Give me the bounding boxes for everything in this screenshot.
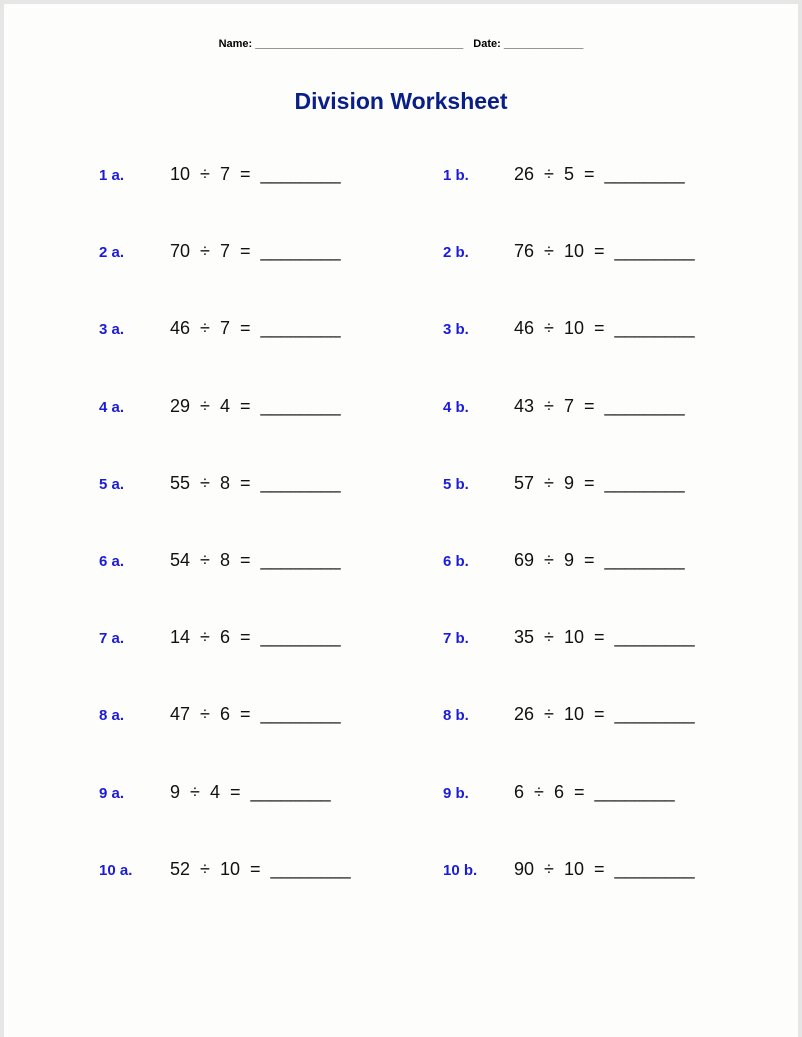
dividend: 70 (170, 241, 191, 261)
divide-sign: ÷ (544, 164, 554, 184)
problem-expression (514, 627, 695, 648)
dividend: 9 (170, 782, 181, 802)
problem-expression (170, 164, 341, 185)
problem-number: 2 b. (443, 244, 469, 261)
divide-sign: ÷ (544, 627, 554, 647)
problem-expression (170, 318, 341, 339)
divide-sign: ÷ (190, 782, 200, 802)
equals-sign: = (239, 241, 251, 261)
dividend: 10 (170, 164, 191, 184)
divisor: 6 (219, 704, 230, 724)
problem-expression (170, 782, 331, 803)
dividend: 57 (514, 473, 535, 493)
dividend: 14 (170, 627, 191, 647)
problem-number: 3 a. (99, 321, 125, 338)
dividend: 76 (514, 241, 535, 261)
divisor: 8 (219, 473, 230, 493)
divisor: 10 (563, 318, 584, 338)
divisor: 6 (219, 627, 230, 647)
divide-sign: ÷ (544, 241, 554, 261)
divide-sign: ÷ (200, 396, 210, 416)
divisor: 6 (553, 782, 564, 802)
problem-expression (170, 550, 341, 571)
dividend: 52 (170, 859, 191, 879)
equals-sign: = (583, 473, 595, 493)
problem-expression (514, 473, 685, 494)
name-label: Name: (218, 38, 253, 50)
divide-sign: ÷ (200, 704, 210, 724)
answer-blank: ________ (260, 550, 341, 570)
problem-expression (514, 859, 695, 880)
answer-blank: ________ (270, 859, 351, 879)
divisor: 4 (209, 782, 220, 802)
divide-sign: ÷ (544, 859, 554, 879)
dividend: 35 (514, 627, 535, 647)
divisor: 7 (219, 164, 230, 184)
problem-expression (514, 550, 685, 571)
problem-number: 1 a. (99, 167, 125, 184)
divide-sign: ÷ (544, 704, 554, 724)
equals-sign: = (239, 318, 251, 338)
answer-blank: ________ (260, 318, 341, 338)
divisor: 7 (219, 241, 230, 261)
divisor: 5 (563, 164, 574, 184)
problem-number: 10 a. (99, 862, 133, 879)
problem-number: 5 b. (443, 476, 469, 493)
equals-sign: = (594, 704, 605, 724)
divide-sign: ÷ (200, 241, 210, 261)
dividend: 54 (170, 550, 191, 570)
answer-blank: ________ (604, 164, 685, 184)
problem-expression (170, 241, 341, 262)
dividend: 55 (170, 473, 191, 493)
equals-sign: = (239, 164, 251, 184)
worksheet-title: Division Worksheet (294, 88, 508, 114)
problem-number: 8 b. (443, 707, 469, 724)
divisor: 10 (563, 859, 584, 879)
answer-blank: ________ (604, 473, 685, 493)
problem-expression (514, 704, 695, 725)
name-date-header (4, 38, 798, 50)
problem-number: 8 a. (99, 707, 125, 724)
divisor: 10 (563, 704, 584, 724)
dividend: 29 (170, 396, 191, 416)
problem-expression (170, 859, 351, 880)
date-blank: _____________ (503, 38, 584, 50)
divide-sign: ÷ (544, 473, 554, 493)
problem-expression (514, 318, 695, 339)
problem-number: 9 b. (443, 785, 469, 802)
answer-blank: ________ (260, 396, 341, 416)
problem-number: 6 a. (99, 553, 125, 570)
equals-sign: = (573, 782, 585, 802)
answer-blank: ________ (260, 473, 341, 493)
problem-number: 2 a. (99, 244, 125, 261)
equals-sign: = (250, 859, 261, 879)
equals-sign: = (229, 782, 241, 802)
divide-sign: ÷ (534, 782, 544, 802)
divide-sign: ÷ (200, 164, 210, 184)
answer-blank: ________ (260, 704, 341, 724)
problem-number: 7 a. (99, 630, 125, 647)
equals-sign: = (239, 704, 251, 724)
problem-number: 10 b. (443, 862, 478, 879)
divide-sign: ÷ (200, 859, 210, 879)
equals-sign: = (239, 627, 251, 647)
dividend: 26 (514, 164, 535, 184)
equals-sign: = (583, 164, 595, 184)
name-blank: __________________________________ (255, 38, 464, 50)
problem-expression (514, 164, 685, 185)
problem-number: 6 b. (443, 553, 469, 570)
divide-sign: ÷ (544, 396, 554, 416)
dividend: 47 (170, 704, 191, 724)
divide-sign: ÷ (200, 473, 210, 493)
divisor: 7 (563, 396, 574, 416)
dividend: 69 (514, 550, 535, 570)
answer-blank: ________ (614, 318, 695, 338)
divide-sign: ÷ (544, 550, 554, 570)
problem-number: 4 b. (443, 399, 469, 416)
problem-expression (170, 473, 341, 494)
dividend: 43 (514, 396, 535, 416)
answer-blank: ________ (260, 164, 341, 184)
equals-sign: = (583, 396, 595, 416)
problem-expression (514, 241, 695, 262)
dividend: 90 (514, 859, 535, 879)
equals-sign: = (239, 473, 251, 493)
answer-blank: ________ (604, 550, 685, 570)
problem-number: 5 a. (99, 476, 125, 493)
worksheet-page (4, 4, 798, 1037)
divisor: 7 (219, 318, 230, 338)
divisor: 10 (219, 859, 240, 879)
answer-blank: ________ (614, 627, 695, 647)
answer-blank: ________ (594, 782, 675, 802)
dividend: 26 (514, 704, 535, 724)
problem-expression (514, 782, 675, 803)
equals-sign: = (594, 627, 605, 647)
dividend: 46 (170, 318, 191, 338)
answer-blank: ________ (614, 241, 695, 261)
answer-blank: ________ (614, 859, 695, 879)
problem-number: 4 a. (99, 399, 125, 416)
divide-sign: ÷ (200, 550, 210, 570)
divide-sign: ÷ (544, 318, 554, 338)
divisor: 10 (563, 241, 584, 261)
divide-sign: ÷ (200, 318, 210, 338)
problem-expression (170, 627, 341, 648)
equals-sign: = (594, 318, 605, 338)
equals-sign: = (594, 241, 605, 261)
answer-blank: ________ (250, 782, 331, 802)
divisor: 4 (219, 396, 230, 416)
answer-blank: ________ (604, 396, 685, 416)
divide-sign: ÷ (200, 627, 210, 647)
problem-number: 1 b. (443, 167, 469, 184)
answer-blank: ________ (260, 241, 341, 261)
dividend: 46 (514, 318, 535, 338)
problem-expression (514, 396, 685, 417)
answer-blank: ________ (614, 704, 695, 724)
equals-sign: = (583, 550, 595, 570)
problem-expression (170, 396, 341, 417)
problem-number: 9 a. (99, 785, 125, 802)
date-label: Date: (473, 38, 501, 50)
divisor: 8 (219, 550, 230, 570)
equals-sign: = (239, 550, 251, 570)
equals-sign: = (239, 396, 251, 416)
problem-expression (170, 704, 341, 725)
divisor: 9 (563, 550, 574, 570)
problem-number: 3 b. (443, 321, 469, 338)
equals-sign: = (594, 859, 605, 879)
divisor: 10 (563, 627, 584, 647)
problem-number: 7 b. (443, 630, 469, 647)
divisor: 9 (563, 473, 574, 493)
dividend: 6 (514, 782, 525, 802)
answer-blank: ________ (260, 627, 341, 647)
